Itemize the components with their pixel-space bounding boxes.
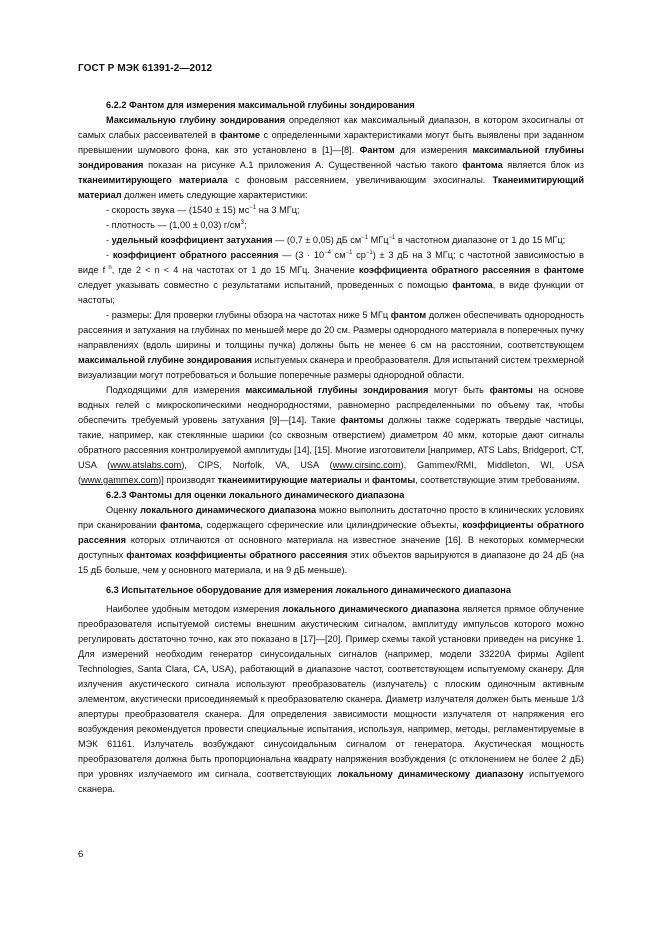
text-run: следует указывать совместно с результатами испытаний, проведенных с помощью <box>78 280 453 290</box>
text-run: — (3 · 10 <box>278 250 325 260</box>
text-run: Наиболее удобным методом измерения <box>106 604 283 614</box>
text-run: должен иметь следующие характеристики: <box>121 190 308 200</box>
text-run: , в виде функции от частоты; <box>78 280 584 305</box>
page-number: 6 <box>78 849 84 860</box>
text-run: с фоновым рассеянием, увеличивающим эхосигналы. <box>227 175 493 185</box>
text-run: могут быть <box>428 385 490 395</box>
text-run: - <box>106 250 113 260</box>
term: тканеимитирующие материалы <box>217 475 362 485</box>
superscript: −1 <box>361 235 369 241</box>
term: локальному динамическому диапазону <box>337 769 524 779</box>
superscript: n <box>105 265 112 271</box>
link-gammex[interactable]: www.gammex.com <box>81 475 159 485</box>
list-item-dimensions <box>78 308 584 383</box>
term: фантоме <box>219 130 260 140</box>
link-atslabs[interactable]: www.atslabs.com <box>110 460 182 470</box>
text-run: - плотность — (1,00 ± 0,03) г/см <box>106 220 241 230</box>
term: коэффициента обратного рассеяния <box>358 265 531 275</box>
list-item-backscatter <box>78 248 584 308</box>
link-cirsinc[interactable]: www.cirsinc.com <box>332 460 401 470</box>
text-run: ; <box>243 220 247 230</box>
term: фантома <box>452 280 493 290</box>
text-run: , соответствующие этим требованиям. <box>415 475 580 485</box>
list-item-speed-of-sound <box>78 203 584 218</box>
text-run: является блок из <box>502 160 584 170</box>
term: фантом <box>390 310 427 320</box>
standard-header: ГОСТ Р МЭК 61391-2—2012 <box>78 63 213 74</box>
term: коэффициенты обратного рассеяния <box>78 520 584 545</box>
text-run: является прямое облучение преобразователя испытуемой системы внешним акустическим сигналом, амплитуду импульсов которого можно регулировать достаточно точно, как это показано в [17]—[20]. Пример схемы такой установки приведен на рисунке 1. Для измерений необходим генератор синусоидальных сигналов (например, модели 33220A фирмы Agilent Technologies, Santa Clara, CA, USA), работающий в диапазоне частот, соответствующем испытуемому сканеру. Для излучения акустического сигнала используют преобразователь (излучатель) с плоским одиночным активным элементом, акустически присоединяемый к преобразователю сканера. Диаметр излучателя должен быть меньше 1/3 апертуры преобразователя сканера. Для определения зависимости мощности излучателя от напряжения его возбуждения рекомендуется провести специальные испытания, используя, например, методы, регламентируемые в МЭК 61161. Излучатель возбуждают синусоидальным сигналом от генератора. Акустическая мощность преобразователя должна быть пропорциональна квадрату напряжения возбуждения (с отклонением не более 2 дБ) при уровнях излучаемого им сигнала, соответствующих <box>78 604 584 779</box>
term: удельный коэффициент затухания <box>111 235 273 245</box>
text-run: ), Gammex/RMI, Middleton, WI, USA ( <box>78 460 585 485</box>
term: Максимальную глубину зондирования <box>106 115 286 125</box>
term: фантомы <box>371 475 416 485</box>
superscript: −4 <box>324 250 331 256</box>
term: коэффициент обратного рассеяния <box>112 250 279 260</box>
term: максимальной глубины зондирования <box>245 385 429 395</box>
text-run: для измерения <box>394 145 473 155</box>
term: максимальной глубине зондирования <box>78 355 253 365</box>
term: фантомы <box>340 415 384 425</box>
term: фантоме <box>543 265 584 275</box>
term: фантома <box>159 520 201 530</box>
text-run: ), CIPS, Norfolk, VA, USA ( <box>181 460 333 470</box>
text-run: см <box>330 250 346 260</box>
text-run: испытуемых сканера и преобразователя. Для испытаний систем трехмерной визуализации могут потребоваться и большие поперечные размеры однородной области. <box>78 355 584 380</box>
text-run: - скорость звука — (1540 ± 15) мс <box>106 205 250 215</box>
text-run: можно выполнить достаточно просто в клинических условиях при сканировании <box>78 505 584 530</box>
text-run: которых отличаются от основного материала на известное значение [16]. В некоторых коммерчески доступных <box>78 535 584 560</box>
text-run: в частотном диапазоне от 1 до 15 МГц; <box>395 235 566 245</box>
text-run: на 3 МГц; <box>256 205 300 215</box>
text-run: , содержащего сферические или цилиндрические объекты, <box>200 520 463 530</box>
text-run: - <box>106 235 112 245</box>
superscript: −1 <box>365 250 373 256</box>
text-run: , где 2 < n < 4 на частотах от 1 до 15 МГц. Значение <box>111 265 359 275</box>
term: фантомы <box>489 385 533 395</box>
text-run: с определенными характеристиками могут быть выявлены при заданном превышении шумового фона, как это установлено в [1]—[8]. <box>78 130 584 155</box>
paragraph-suitable-phantoms <box>78 383 584 488</box>
text-run: — (0,7 ± 0,05) дБ см <box>272 235 362 245</box>
superscript: −1 <box>388 235 396 241</box>
text-run: в <box>530 265 544 275</box>
term: максимальной глубины зондирования <box>78 145 584 170</box>
paragraph-test-equipment <box>78 602 584 797</box>
text-run: должен обеспечивать однородность рассеяния и затухания на глубинах по меньшей мере до 20 см. Размеры однородного материала в поперечных пучку направлениях (вдоль ширины и толщины пучка) должны быть не менее 6 см на расстоянии, соответствующем <box>78 310 584 350</box>
paragraph-max-depth-definition <box>78 113 584 203</box>
section-heading-6-2-2: 6.2.2 Фантом для измерения максимальной глубины зондирования <box>106 100 415 110</box>
text-run: должны также содержать твердые частицы, такие, например, как стеклянные шарики (со сквозным отверстием) диаметром 40 мкм, которые дают сигналы обратного рассеяния контролируемой амплитуды [14], [15]. Многие изготовители [например, ATS Labs, Bridgeport, CT, USA ( <box>78 415 584 470</box>
text-run: Подходящими для измерения <box>106 385 246 395</box>
text-run: )] производят <box>158 475 218 485</box>
superscript: −1 <box>249 205 257 211</box>
term: Фантом <box>359 145 395 155</box>
paragraph-local-dynamic-range-phantoms <box>78 503 584 578</box>
text-run: и <box>361 475 372 485</box>
text-run: МГц <box>368 235 389 245</box>
term: фантома <box>462 160 503 170</box>
term: фантомах коэффициенты обратного рассеяния <box>126 550 348 560</box>
text-run: ) ± 3 дБ на 3 МГц; с частотной зависимостью в виде f <box>78 250 584 275</box>
text-run: испытуемого сканера. <box>78 769 585 794</box>
document-body <box>78 98 584 797</box>
term: Тканеимитирующий материал <box>78 175 584 200</box>
section-heading-6-3: 6.3 Испытательное оборудование для измерения локального динамического диапазона <box>106 585 511 595</box>
text-run: показан на рисунке А.1 приложения А. Существенной частью такого <box>143 160 463 170</box>
text-run: Оценку <box>106 505 141 515</box>
section-heading-6-2-3: 6.2.3 Фантомы для оценки локального динамического диапазона <box>106 490 405 500</box>
list-item-density <box>78 218 584 233</box>
text-run: этих объектов варьируются в диапазоне до 24 дБ (на 15 дБ больше, чем у основного материала, и на 9 дБ меньше). <box>78 550 584 575</box>
text-run: на основе водных гелей с микроскопическими неоднородностями, равномерно распределенными по объему так, чтобы обеспечить требуемый уровень затухания [9]—[14]. Такие <box>78 385 584 425</box>
text-run: ср <box>352 250 366 260</box>
term: локального динамического диапазона <box>282 604 460 614</box>
text-run: - размеры: Для проверки глубины обзора на частотах ниже 5 МГц <box>106 310 391 320</box>
superscript: −1 <box>345 250 353 256</box>
text-run: определяют как максимальный диапазон, в котором эхосигналы от самых слабых рассеивателей в <box>78 115 584 140</box>
term: тканеимитирующего материала <box>78 175 228 185</box>
list-item-attenuation <box>78 233 584 248</box>
term: локального динамического диапазона <box>140 505 317 515</box>
superscript: 3 <box>240 220 244 226</box>
